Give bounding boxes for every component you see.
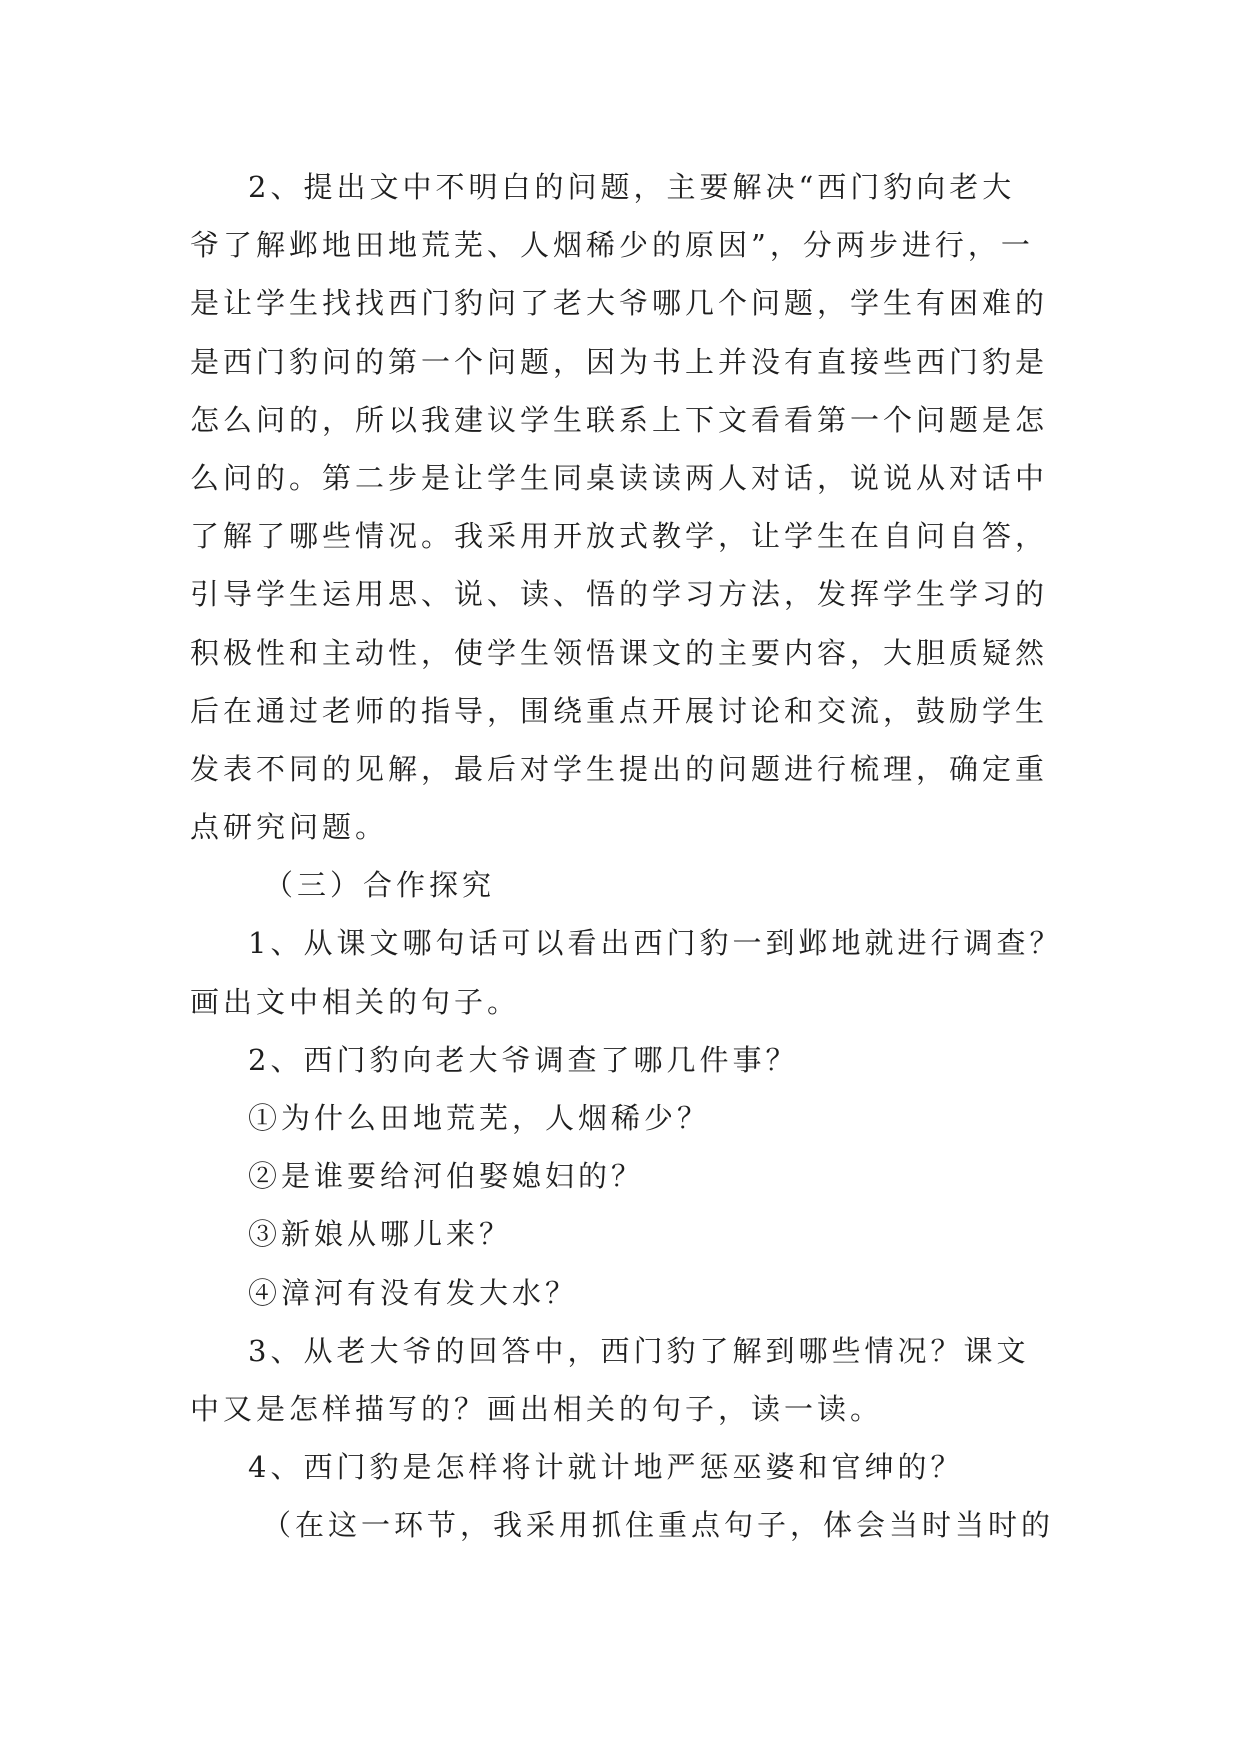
question-item: 画出文中相关的句子。 (190, 984, 521, 1019)
question-item: 3、从老大爷的回答中，西门豹了解到哪些情况？课文 (248, 1333, 1030, 1368)
paragraph-line: 了解了哪些情况。我采用开放式教学，让学生在自问自答， (190, 519, 1049, 554)
sub-question-item: ②是谁要给河伯娶媳妇的？ (248, 1159, 645, 1194)
paragraph-line: 2、提出文中不明白的问题，主要解决“西门豹向老大 (248, 170, 1016, 204)
question-item: 2、西门豹向老大爷调查了哪几件事？ (248, 1042, 799, 1077)
question-item: 中又是怎样描写的？画出相关的句子，读一读。 (190, 1391, 884, 1426)
question-item: 4、西门豹是怎样将计就计地严惩巫婆和官绅的？ (248, 1450, 964, 1485)
section-heading: （三）合作探究 (264, 868, 496, 903)
paragraph-line: 么问的。第二步是让学生同桌读读两人对话，说说从对话中 (190, 460, 1049, 495)
paragraph-line: 引导学生运用思、说、读、悟的学习方法，发挥学生学习的 (190, 577, 1049, 612)
paragraph-line: 是西门豹问的第一个问题，因为书上并没有直接些西门豹是 (190, 344, 1049, 379)
question-item: 1、从课文哪句话可以看出西门豹一到邺地就进行调查？ (248, 926, 1063, 961)
paragraph-line: 后在通过老师的指导，围绕重点开展讨论和交流，鼓励学生 (190, 693, 1049, 728)
sub-question-item: ④漳河有没有发大水？ (248, 1275, 579, 1310)
paragraph-line: 发表不同的见解，最后对学生提出的问题进行梳理，确定重 (190, 751, 1049, 786)
paragraph-line: 是让学生找找西门豹问了老大爷哪几个问题，学生有困难的 (190, 286, 1049, 321)
sub-question-item: ③新娘从哪儿来？ (248, 1217, 513, 1252)
paragraph-line: 怎么问的，所以我建议学生联系上下文看看第一个问题是怎 (190, 402, 1049, 437)
paragraph-line: 积极性和主动性，使学生领悟课文的主要内容，大胆质疑然 (190, 635, 1049, 670)
paragraph-line: （在这一环节，我采用抓住重点句子，体会当时当时的 (262, 1508, 1055, 1543)
paragraph-line: 爷了解邺地田地荒芜、人烟稀少的原因”，分两步进行，一 (190, 228, 1034, 263)
body-text (190, 158, 1063, 1555)
paragraph-line: 点研究问题。 (190, 810, 389, 845)
sub-question-item: ①为什么田地荒芜，人烟稀少？ (248, 1101, 711, 1135)
